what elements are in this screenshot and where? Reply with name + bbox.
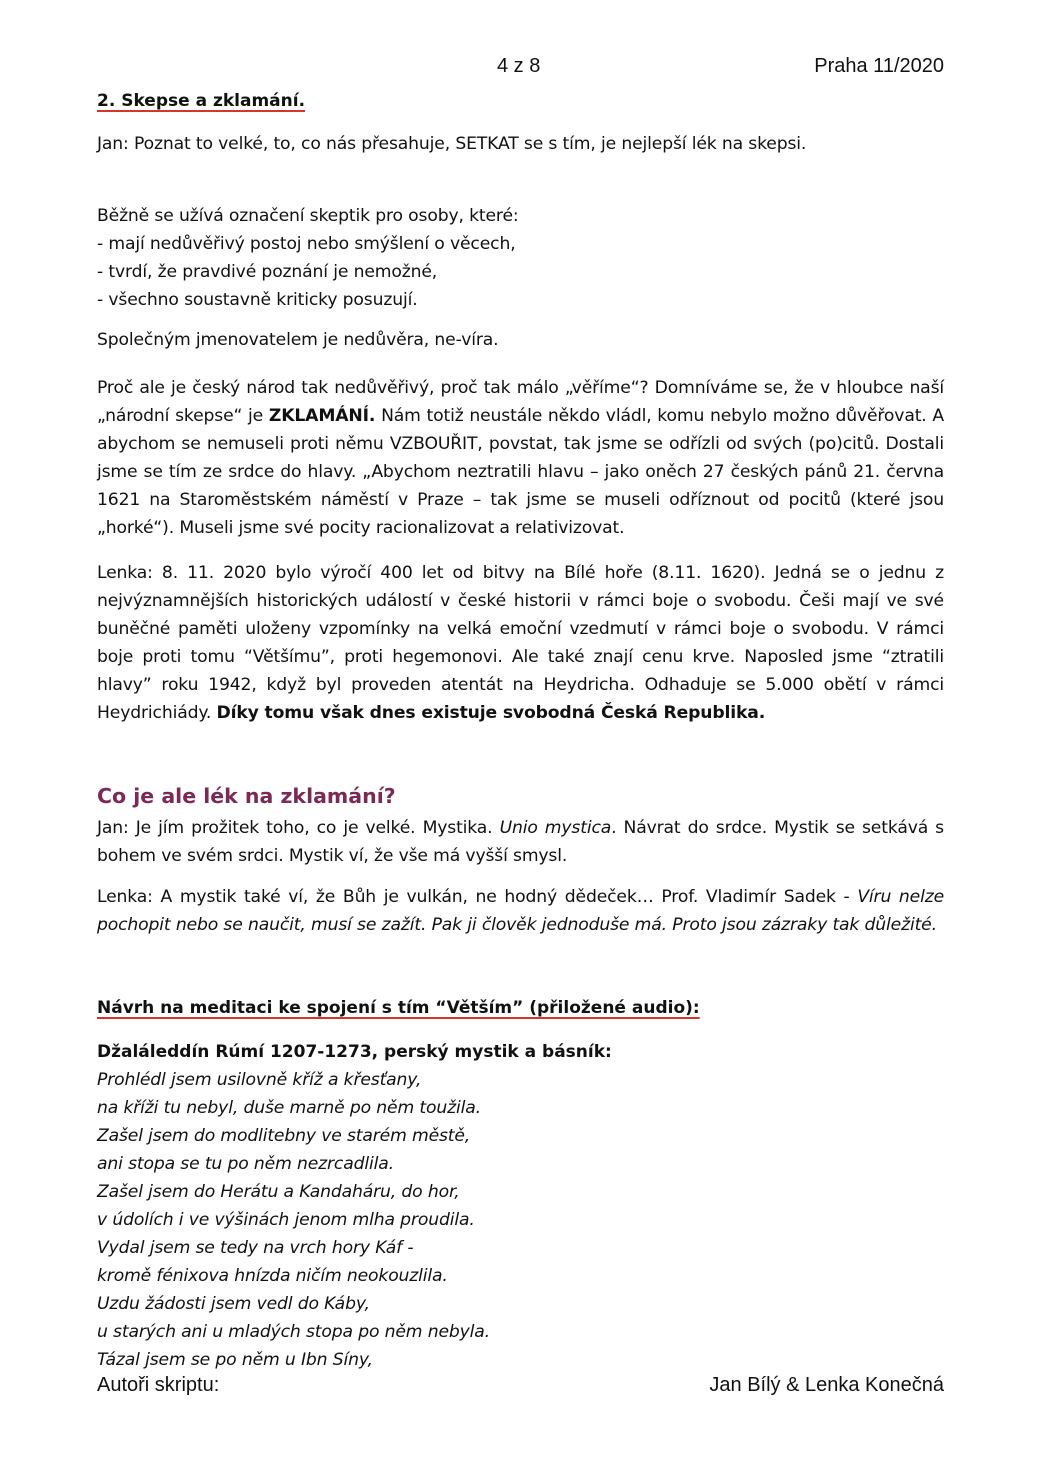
paragraph-disappointment [97, 374, 944, 542]
skeptik-line: - všechno soustavně kriticky posuzují. [97, 290, 418, 310]
header-place-date: Praha 11/2020 [814, 55, 944, 77]
footer-authors-names: Jan Bílý & Lenka Konečná [709, 1374, 944, 1396]
poem-line: Uzdu žádosti jsem vedl do Káby, [97, 1294, 370, 1314]
poem-line: ani stopa se tu po něm nezrcadlila. [97, 1154, 394, 1174]
meditation-title: Návrh na meditaci ke spojení s tím “Větším” (přiložené audio): [97, 998, 700, 1018]
skeptik-line: - mají nedůvěřivý postoj nebo smýšlení o věcech, [97, 234, 516, 254]
page-number: 4 z 8 [497, 55, 541, 77]
poem [97, 1066, 944, 1374]
paragraph-lenka-mystic [97, 883, 944, 939]
paragraph-italic: Unio mystica [499, 818, 612, 838]
poem-line: kromě fénixova hnízda ničím neokouzlila. [97, 1266, 448, 1286]
paragraph-jan-mystic [97, 814, 944, 870]
paragraph-bold: Díky tomu však dnes existuje svobodná Česká Republika. [216, 703, 766, 723]
poem-line: Vydal jsem se tedy na vrch hory Káf - [97, 1238, 414, 1258]
paragraph-bold: ZKLAMÁNÍ. [268, 406, 376, 426]
poem-line: Prohlédl jsem usilovně kříž a křesťany, [97, 1070, 422, 1090]
paragraph-bila-hora [97, 559, 944, 727]
jan-quote: Jan: Poznat to velké, to, co nás přesahuje, SETKAT se s tím, je nejlepší lék na skepsi. [97, 134, 807, 154]
paragraph-italic: Víru nelze pochopit nebo se naučit, musí se zažít. Pak ji člověk jednoduše má. Proto jsou zázraky tak důležité. [97, 887, 944, 935]
poem-line: v údolích i ve výšinách jenom mlha proudila. [97, 1210, 475, 1230]
paragraph-text: . Návrat do srdce. Mystik se setkává s bohem ve svém srdci. Mystik ví, že vše má vyšší smysl. [97, 818, 944, 866]
paragraph-text: Nám totiž neustále někdo vládl, komu nebylo možno důvěřovat. A abychom se nemuseli proti němu VZBOUŘIT, povstat, tak jsme se odřízli od svých (po)citů. Dostali jsme se tím ze srdce do hlavy. „Abychom neztratili hlavu – jako oněch 27 českých pánů 21. června 1621 na Staroměstském náměstí v Praze – tak jsme se museli odříznout od pocitů (které jsou „horké“). Museli jsme své pocity racionalizovat a relativizovat. [97, 406, 945, 538]
skeptik-list [97, 202, 944, 314]
paragraph-text: Lenka: A mystik také ví, že Bůh je vulkán, ne hodný dědeček… Prof. Vladimír Sadek - [97, 887, 858, 907]
cure-heading: Co je ale lék na zklamání? [97, 784, 396, 808]
common-denominator: Společným jmenovatelem je nedůvěra, ne-víra. [97, 330, 499, 350]
section-title: 2. Skepse a zklamání. [97, 91, 306, 111]
poem-line: Zašel jsem do Herátu a Kandaháru, do hor, [97, 1182, 460, 1202]
poem-line: Tázal jsem se po něm u Ibn Síny, [97, 1350, 373, 1370]
poem-line: Zašel jsem do modlitebny ve starém městě, [97, 1126, 471, 1146]
poem-line: na kříži tu nebyl, duše marně po něm toužila. [97, 1098, 481, 1118]
skeptik-line: - tvrdí, že pravdivé poznání je nemožné, [97, 262, 438, 282]
skeptik-line: Běžně se užívá označení skeptik pro osoby, které: [97, 206, 519, 226]
paragraph-text: Proč ale je český národ tak nedůvěřivý, proč tak málo „věříme“? Domníváme se, že v hloubce naší „národní skepse“ je [97, 378, 944, 426]
paragraph-text: Jan: Je jím prožitek toho, co je velké. Mystika. [97, 818, 500, 838]
footer-authors-label: Autoři skriptu: [97, 1374, 220, 1396]
poem-line: u starých ani u mladých stopa po něm nebyla. [97, 1322, 490, 1342]
paragraph-text: Lenka: 8. 11. 2020 bylo výročí 400 let od bitvy na Bílé hoře (8.11. 1620). Jedná se o jednu z nejvýznamnějších historických událostí v české historii v rámci boje o svobodu. Češi mají ve své buněčné paměti uloženy vzpomínky na velká emoční vzedmutí v rámci boje o svobodu. V rámci boje proti tomu “Většímu”, proti hegemonovi. Ale také znají cenu krve. Naposled jsme “ztratili hlavy” roku 1942, když byl proveden atentát na Heydricha. Odhaduje se 5.000 obětí v rámci Heydrichiády. [97, 563, 944, 723]
poem-author: Džaláleddín Rúmí 1207-1273, perský mystik a básník: [97, 1042, 612, 1062]
